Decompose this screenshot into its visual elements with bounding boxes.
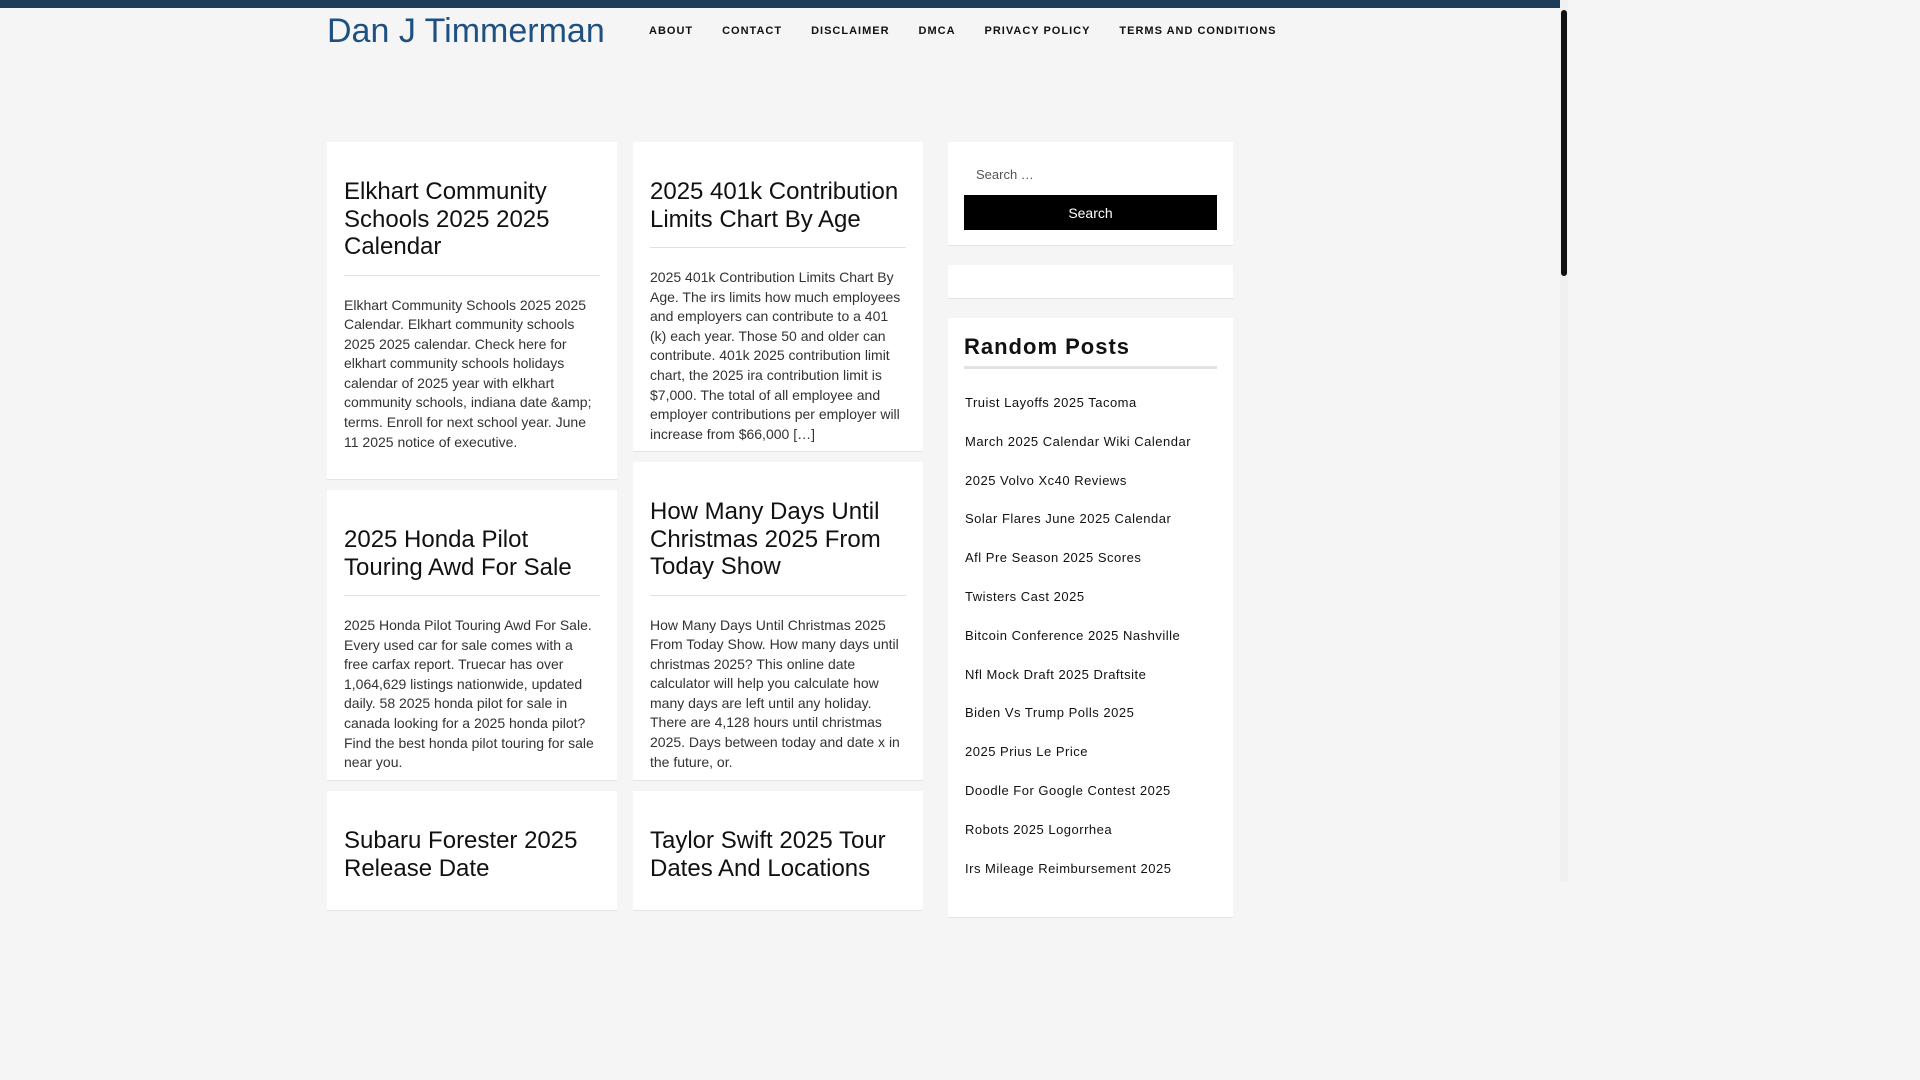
post-excerpt: 2025 401k Contribution Limits Chart By Age. The irs limits how much employees and employers can contribute to a 401 (k) each year. Those 50 and older can contribute. 401k 2025 contribution limit chart, the 2025 ira contribution limit is $7,000. The total of all employee and employer contributions per employer will increase from $66,000 […] <box>650 269 901 442</box>
list-item <box>965 472 1191 511</box>
post-title[interactable]: Subaru Forester 2025 Release Date <box>344 827 578 882</box>
list-item <box>965 510 1191 549</box>
post-excerpt: Elkhart Community Schools 2025 2025 Calendar. Elkhart community schools 2025 2025 calendar. Check here for elkhart community schools holidays calendar of 2025 year with elkhart community schools, indiana date &amp; terms. Enroll for next school year. June 11 2025 notice of executive. <box>344 296 592 450</box>
random-post-link[interactable]: Robots 2025 Logorrhea <box>965 821 1113 837</box>
list-item <box>965 821 1191 860</box>
primary-nav <box>649 25 1277 37</box>
list-item <box>965 743 1191 782</box>
random-posts-title: Random Posts <box>964 334 1131 359</box>
nav-contact[interactable]: CONTACT <box>722 25 783 37</box>
search-input[interactable] <box>964 160 1217 188</box>
search-button[interactable]: Search <box>964 195 1217 230</box>
random-post-link[interactable]: Biden Vs Trump Polls 2025 <box>965 705 1135 721</box>
nav-disclaimer[interactable]: DISCLAIMER <box>811 25 890 37</box>
scrollbar-thumb[interactable] <box>1561 10 1567 276</box>
post-title[interactable]: Elkhart Community Schools 2025 2025 Calendar <box>344 178 600 276</box>
random-post-link[interactable]: Bitcoin Conference 2025 Nashville <box>965 627 1181 643</box>
nav-dmca[interactable]: DMCA <box>918 25 956 37</box>
post-excerpt: 2025 Honda Pilot Touring Awd For Sale. Every used car for sale comes with a free carfax report. Truecar has over 1,064,629 listings nationwide, updated daily. 58 2025 honda pilot for sale in canada looking for a 2025 honda pilot? Find the best honda pilot touring for sale near you. <box>344 617 594 771</box>
post-card <box>633 791 923 911</box>
random-post-link[interactable]: 2025 Volvo Xc40 Reviews <box>965 472 1127 488</box>
list-item <box>965 549 1191 588</box>
random-post-link[interactable]: March 2025 Calendar Wiki Calendar <box>965 433 1192 449</box>
scrollbar[interactable] <box>1560 0 1568 882</box>
post-title[interactable]: How Many Days Until Christmas 2025 From Today Show <box>650 498 906 596</box>
post-card <box>327 490 617 781</box>
search-widget <box>948 142 1233 246</box>
list-item <box>965 433 1191 472</box>
random-posts-list <box>965 394 1191 898</box>
post-title[interactable]: 2025 Honda Pilot Touring Awd For Sale <box>344 526 600 596</box>
post-card <box>633 462 923 781</box>
post-card <box>327 142 617 480</box>
nav-about[interactable]: ABOUT <box>649 25 694 37</box>
random-posts-widget <box>948 318 1233 918</box>
random-post-link[interactable]: Solar Flares June 2025 Calendar <box>965 511 1172 527</box>
top-accent-bar <box>0 0 1568 8</box>
list-item <box>965 394 1191 433</box>
post-title[interactable]: 2025 401k Contribution Limits Chart By Age <box>650 178 906 248</box>
site-title[interactable]: Dan J Timmerman <box>327 12 605 50</box>
list-item <box>965 627 1191 666</box>
random-post-link[interactable]: Nfl Mock Draft 2025 Draftsite <box>965 666 1147 682</box>
random-post-link[interactable]: Truist Layoffs 2025 Tacoma <box>965 395 1137 410</box>
list-item <box>965 666 1191 705</box>
post-card <box>327 791 617 911</box>
random-post-link[interactable]: 2025 Prius Le Price <box>965 744 1088 760</box>
empty-widget <box>948 265 1233 299</box>
post-card <box>633 142 923 452</box>
divider <box>964 366 1217 369</box>
random-post-link[interactable]: Twisters Cast 2025 <box>965 588 1085 604</box>
random-post-link[interactable]: Afl Pre Season 2025 Scores <box>965 550 1142 566</box>
random-post-link[interactable]: Irs Mileage Reimbursement 2025 <box>965 860 1172 876</box>
list-item <box>965 704 1191 743</box>
random-post-link[interactable]: Doodle For Google Contest 2025 <box>965 782 1171 798</box>
nav-privacy-policy[interactable]: PRIVACY POLICY <box>984 25 1091 37</box>
post-title[interactable]: Taylor Swift 2025 Tour Dates And Locations <box>650 827 886 882</box>
list-item <box>965 860 1191 899</box>
nav-terms-and-conditions[interactable]: TERMS AND CONDITIONS <box>1119 25 1277 37</box>
post-excerpt: How Many Days Until Christmas 2025 From Today Show. How many days until christmas 2025? This online date calculator will help you calculate how many days are left until any holiday. There are 4,128 hours until christmas 2025. Days between today and date x in the future, or. <box>650 616 900 770</box>
list-item <box>965 588 1191 627</box>
list-item <box>965 782 1191 821</box>
